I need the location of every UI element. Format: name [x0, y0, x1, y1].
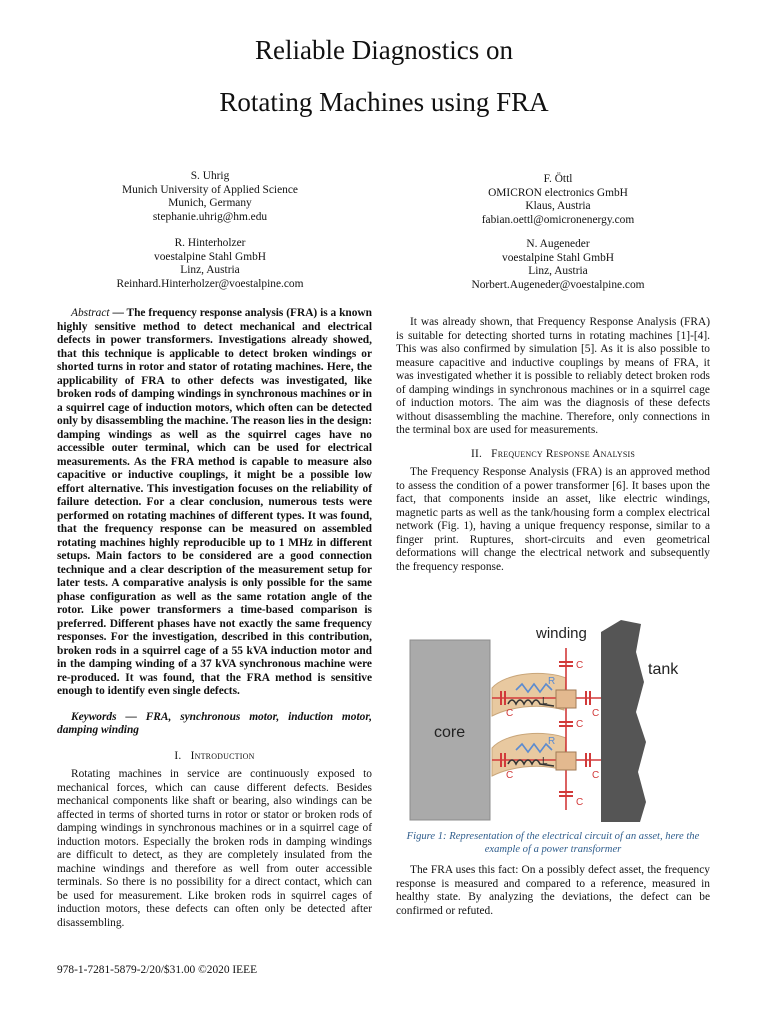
abstract [57, 307, 372, 699]
section-title: Introduction [190, 749, 255, 762]
author-name: S. Uhrig [190, 170, 230, 182]
cap-label-1: C [576, 660, 584, 671]
figure-1 [396, 612, 710, 855]
tank-shape [601, 620, 646, 822]
node-lower [556, 752, 576, 770]
author-block-4 [438, 238, 678, 292]
core-label: core [434, 724, 466, 741]
author-block-2 [90, 237, 330, 291]
author-block-1 [90, 170, 330, 224]
author-affiliation: OMICRON electronics GmbH [488, 186, 628, 199]
figure-1-caption: Figure 1: Representation of the electrical circuit of an asset, here the example of a power transformer [406, 831, 700, 855]
node-upper [556, 690, 576, 708]
cap-label-h1: C [506, 708, 514, 719]
keywords [57, 711, 372, 738]
cap-label-h2: C [592, 708, 600, 719]
fra-use-paragraph: The FRA uses this fact: On a possibly defect asset, the frequency response is measured and compared to a reference, measured in healthy state. By analyzing the deviations, the defect can be confirmed or refuted. [396, 864, 710, 917]
author-location: Munich, Germany [168, 197, 252, 209]
author-email: Norbert.Augeneder@voestalpine.com [471, 278, 645, 291]
keywords-text: — FRA, synchronous motor, induction motor, damping winding [57, 710, 372, 736]
author-name: F. Öttl [543, 173, 573, 185]
cap-label-h4: C [592, 770, 600, 781]
footer-copyright: 978-1-7281-5879-2/20/$31.00 ©2020 IEEE [57, 964, 258, 976]
section-number: I. [174, 749, 182, 762]
author-affiliation: voestalpine Stahl GmbH [154, 250, 266, 263]
right-column-end [396, 864, 710, 918]
inductor-label-upper: L [542, 696, 548, 707]
cap-label-2: C [576, 719, 584, 730]
abstract-text: — The frequency response analysis (FRA) is a known highly sensitive method to detect mechanical and electrical defects in power transformers. Investigations already showed, that this technique is applicable to detect broken windings or shorted turns in rotor and stator of rotating machines. Here, the applicability of FRA to other defects was investigated, like broken rods of damping windings in synchronous machines or in a squirrel cage of induction motors, which often can be detected only by disassembling the machine. The reason lies in the design: damping windings as well as the squirrel cages have no accessible outer terminal, which can be used for electrical measurements. As the FRA method is capable to measure also capacitive or inductive couplings, it might be a possible low effort alternative. This investigation focuses on the reliability of failure detection. For a clear conclusion, numerous tests were performed on rotating machines of different types. It was found, that the frequency response can be measured on assembled rotating machines highly reproducible up to 1 MHz in different setups. Main factors to be considered are a good connection technique and a clear description of the measurement setup for later tests. A comparative analysis is only possible for the same phase configuration as well as the same rotation angle of the rotor. Like power transformers a time-based comparison is preferred. Different phases have not exactly the same frequency responses. For the investigation, described in this contribution, broken rods in a squirrel cage of a 55 kVA induction motor and in the damping winding of a 37 kVA synchronous machine were re-produced. It was found, that the FRA method is sensitive enough to identify even single defects. [57, 307, 372, 697]
author-email: stephanie.uhrig@hm.edu [152, 210, 268, 223]
resistor-label-upper: R [548, 676, 556, 687]
author-name: N. Augeneder [526, 238, 590, 250]
right-intro-paragraph: It was already shown, that Frequency Response Analysis (FRA) is suitable for detecting shorted turns in rotating machines [1]-[4]. This was also confirmed by simulation [5]. As it is also possible to measure capacitive and inductive couplings by means of FRA, it was investigated whether it is possible to reliably detect broken rods of damping windings in synchronous machines or in a squirrel cage of induction motors. The aim was the diagnosis of these defects without disassembling the machine. Therefore, only connections in the terminal box are used for measurements. [396, 316, 710, 436]
author-email: fabian.oettl@omicronenergy.com [481, 213, 635, 226]
cap-label-h3: C [506, 770, 514, 781]
resistor-label-lower: R [548, 736, 556, 747]
author-affiliation: voestalpine Stahl GmbH [502, 251, 614, 264]
introduction-paragraph: Rotating machines in service are continuously exposed to mechanical forces, which can cause different defects. Besides mechanical components like shaft or bearing, also windings can be affected in terms of shorted turns in rotor or stator or broken rods of damping windings in synchronous machines or in a squirrel cage of induction motors. Especially the broken rods in damping windings are difficult to detect, as they are completely insulated from the machine windings and therefore as well from outer accessible terminals. So there is no possibility for a direct contact, which can be used for measurement. Like broken rods in squirrel cages of induction motors, these defects can often only be detected after disassembling. [57, 768, 372, 929]
author-location: Klaus, Austria [525, 200, 591, 212]
cap-label-3: C [576, 797, 584, 808]
figure-1-diagram [396, 612, 710, 822]
section-title: Frequency Response Analysis [491, 447, 636, 460]
author-affiliation: Munich University of Applied Science [122, 183, 298, 196]
keywords-label: Keywords [71, 710, 117, 723]
section-heading-fra [396, 448, 710, 462]
right-column [396, 316, 710, 574]
tank-label: tank [648, 661, 679, 678]
capacitor-labels [576, 660, 583, 808]
fra-paragraph: The Frequency Response Analysis (FRA) is an approved method to assess the condition of a power transformer [6]. It bases upon the fact, that components inside an asset, like electric windings, magnetic parts as well as the tank/housing form a complex electrical network (Fig. 1), having a unique frequency response, similar to a finger print. Ruptures, short-circuits and even geometrical deformations will change the electrical network and subsequently the frequency response. [396, 466, 710, 573]
section-heading-introduction [57, 750, 372, 764]
paper-title-line-1: Reliable Diagnostics on [255, 35, 513, 65]
abstract-label: Abstract [71, 307, 110, 319]
left-column [57, 307, 372, 930]
author-email: Reinhard.Hinterholzer@voestalpine.com [116, 277, 304, 290]
author-location: Linz, Austria [180, 264, 240, 276]
author-name: R. Hinterholzer [174, 237, 246, 249]
author-location: Linz, Austria [528, 265, 588, 277]
section-number: II. [470, 447, 483, 460]
inductor-label-lower: L [542, 756, 548, 767]
author-block-3 [438, 173, 678, 227]
paper-title-line-2: Rotating Machines using FRA [219, 87, 549, 117]
winding-label: winding [536, 625, 587, 642]
